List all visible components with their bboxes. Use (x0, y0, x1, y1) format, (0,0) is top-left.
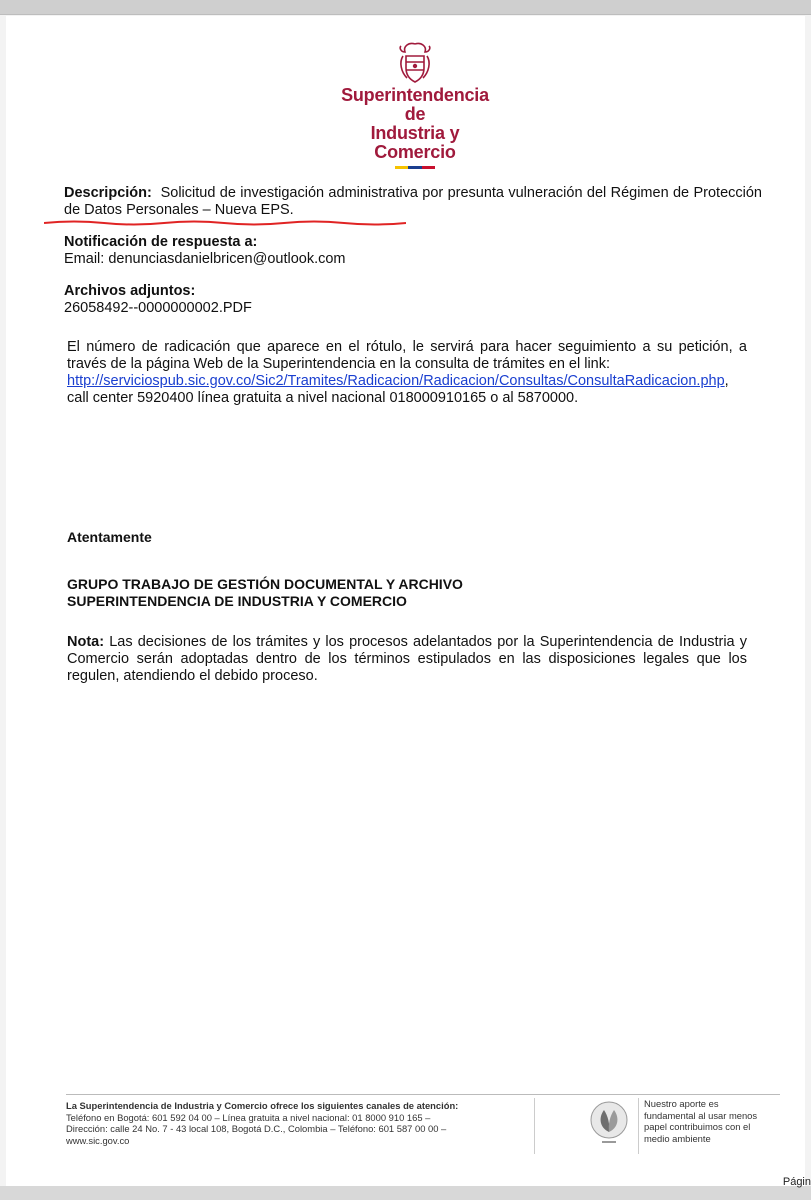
footer-contact (66, 1100, 526, 1146)
descripcion-label: Descripción: (64, 185, 152, 201)
signature-line2: SUPERINTENDENCIA DE INDUSTRIA Y COMERCIO (67, 593, 407, 609)
eco-line2: fundamental al usar menos (644, 1109, 758, 1121)
radicacion-text: El número de radicación que aparece en el rótulo, le servirá para hacer seguimiento a su petición, a través de la página Web de la Superintendencia en la consulta de trámites en el link: (67, 339, 747, 372)
colombia-crest-icon (395, 40, 435, 86)
footer-line3: www.sic.gov.co (66, 1134, 130, 1146)
sic-logo (330, 40, 500, 169)
archivos-file: 26058492--0000000002.PDF (64, 300, 252, 316)
radicacion-tail: , call center 5920400 línea gratuita a nivel nacional 018000910165 o al 5870000. (67, 373, 729, 406)
footer-title: La Superintendencia de Industria y Comercio ofrece los siguientes canales de atención: (66, 1100, 459, 1111)
footer-separator (534, 1098, 535, 1154)
eco-line3: papel contribuimos con el (644, 1121, 751, 1132)
eco-line1: Nuestro aporte es (644, 1098, 719, 1109)
footer-separator-2 (638, 1098, 639, 1154)
document-footer (66, 1094, 780, 1156)
viewer-bottom-bar (0, 1186, 811, 1200)
org-name-line1: Superintendencia de (341, 85, 489, 124)
eco-message (644, 1098, 780, 1144)
radicacion-paragraph (67, 339, 747, 407)
notificacion-email: Email: denunciasdanielbricen@outlook.com (64, 251, 346, 267)
descripcion-paragraph (64, 185, 762, 219)
page-number-label: Págin (782, 1176, 811, 1188)
viewer-top-bar (0, 0, 811, 15)
archivos-label: Archivos adjuntos: (64, 283, 196, 299)
red-underline-annotation (44, 220, 406, 226)
eco-leaf-icon (586, 1098, 632, 1148)
consulta-radicacion-link[interactable]: http://serviciospub.sic.gov.co/Sic2/Tramites/Radicacion/Radicacion/Consultas/ConsultaRadicacion.php (67, 373, 725, 389)
nota-label: Nota: (67, 634, 105, 650)
footer-line2: Dirección: calle 24 No. 7 - 43 local 108, Bogotá D.C., Colombia – Teléfono: 601 587 00 00 – (66, 1123, 447, 1134)
descripcion-text: Solicitud de investigación administrativa por presunta vulneración del Régimen de Protección de Datos Personales – Nueva EPS. (64, 185, 762, 218)
footer-divider (66, 1094, 780, 1095)
signature-line1: GRUPO TRABAJO DE GESTIÓN DOCUMENTAL Y ARCHIVO (67, 576, 463, 592)
nota-paragraph (67, 634, 747, 685)
notificacion-label: Notificación de respuesta a: (64, 234, 258, 250)
nota-text: Las decisiones de los trámites y los procesos adelantados por la Superintendencia de Industria y Comercio serán adoptadas dentro de los términos estipulados en las disposiciones legales que los regulen, atendiendo el debido proceso. (67, 634, 747, 684)
eco-line4: medio ambiente (644, 1132, 711, 1144)
colombia-flag-stripe (395, 166, 435, 169)
closing-text: Atentamente (67, 529, 152, 545)
org-name-line2: Industria y Comercio (370, 123, 460, 162)
footer-line1: Teléfono en Bogotá: 601 592 04 00 – Línea gratuita a nivel nacional: 01 8000 910 165 – (66, 1111, 431, 1123)
